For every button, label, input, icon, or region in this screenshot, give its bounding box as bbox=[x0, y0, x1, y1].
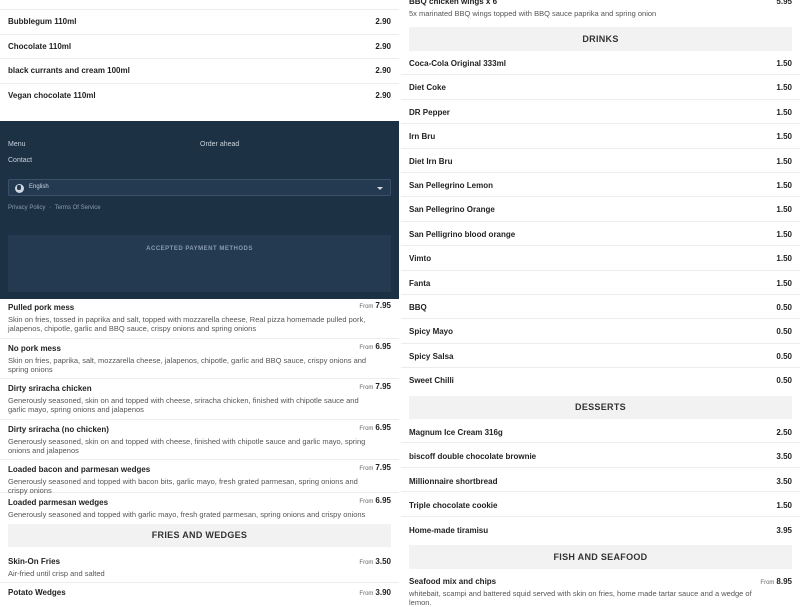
menu-item[interactable] bbox=[401, 295, 800, 319]
item-name: Potato Wedges bbox=[8, 588, 66, 597]
item-name: Irn Bru bbox=[409, 132, 436, 142]
item-name: San Pellegrino Orange bbox=[409, 205, 495, 215]
menu-item[interactable] bbox=[0, 583, 399, 603]
section-header-drinks: DRINKS bbox=[409, 27, 792, 51]
from-label: From bbox=[760, 580, 775, 586]
price-value: 6.95 bbox=[375, 422, 391, 432]
item-price: 1.50 bbox=[776, 205, 792, 215]
legal-separator: · bbox=[49, 205, 52, 211]
menu-item[interactable] bbox=[401, 517, 800, 541]
item-price bbox=[359, 463, 391, 472]
menu-item[interactable] bbox=[401, 100, 800, 124]
menu-item[interactable] bbox=[401, 246, 800, 270]
item-price bbox=[359, 382, 391, 391]
item-description: Generously seasoned, skin on and topped with cheese, finished with chipotle sauce and garlic mayo, spring onions and jalapenos bbox=[8, 436, 366, 455]
price-value: 7.95 bbox=[375, 463, 391, 472]
menu-item[interactable] bbox=[401, 51, 800, 75]
item-price: 2.90 bbox=[375, 90, 391, 100]
item-price: 0.50 bbox=[776, 351, 792, 361]
item-name: Diet Irn Bru bbox=[409, 156, 453, 166]
item-price: 2.50 bbox=[776, 428, 792, 437]
price-value: 7.95 bbox=[375, 382, 391, 391]
item-price bbox=[359, 588, 391, 597]
price-value: 3.90 bbox=[375, 588, 391, 597]
drinks-list bbox=[401, 51, 800, 392]
menu-item[interactable] bbox=[401, 368, 800, 392]
item-price: 5.95 bbox=[776, 0, 792, 6]
menu-item[interactable] bbox=[401, 271, 800, 295]
item-name: BBQ bbox=[409, 302, 427, 312]
from-label: From bbox=[359, 344, 374, 351]
item-price bbox=[359, 557, 391, 566]
menu-item[interactable] bbox=[401, 173, 800, 197]
item-price: 1.50 bbox=[776, 83, 792, 93]
item-name: Vimto bbox=[409, 254, 432, 264]
terms-link[interactable]: Terms Of Service bbox=[54, 205, 101, 211]
menu-item[interactable] bbox=[0, 339, 399, 380]
item-name: Bubblegum 110ml bbox=[8, 17, 77, 26]
desserts-list bbox=[401, 419, 800, 541]
item-description: 5x marinated BBQ wings topped with BBQ sauce paprika and spring onion bbox=[409, 9, 657, 18]
right-panel bbox=[401, 0, 800, 607]
item-price: 3.50 bbox=[776, 452, 792, 462]
item-price: 1.50 bbox=[776, 254, 792, 264]
legal-links bbox=[8, 205, 101, 211]
menu-item[interactable] bbox=[0, 493, 399, 521]
item-price: 1.50 bbox=[776, 180, 792, 190]
item-description: Generously seasoned and topped with bacon bits, garlic mayo, fresh grated parmesan, spring onions and crispy onions bbox=[8, 477, 358, 495]
item-name: Sweet Chilli bbox=[409, 376, 454, 386]
item-name: Loaded parmesan wedges bbox=[8, 497, 109, 507]
item-price bbox=[760, 577, 792, 586]
item-price: 3.95 bbox=[776, 525, 792, 535]
item-price: 0.50 bbox=[776, 327, 792, 337]
price-value: 6.95 bbox=[375, 495, 391, 505]
menu-item[interactable] bbox=[0, 35, 399, 60]
menu-item[interactable] bbox=[0, 379, 399, 420]
footer-link-menu[interactable]: Menu bbox=[8, 141, 26, 148]
item-description: whitebait, scampi and battered squid served with skin on fries, home made tartar sauce and a wedge of lemon. bbox=[409, 589, 752, 607]
payment-methods-box bbox=[8, 235, 391, 292]
item-price: 0.50 bbox=[776, 302, 792, 312]
item-price: 1.50 bbox=[776, 132, 792, 142]
top-items-list bbox=[0, 9, 399, 108]
menu-item[interactable] bbox=[401, 419, 800, 443]
from-label: From bbox=[359, 466, 374, 472]
menu-item[interactable] bbox=[0, 10, 399, 35]
section-header-seafood: FISH AND SEAFOOD bbox=[409, 545, 792, 569]
item-price bbox=[359, 301, 391, 310]
item-name: No pork mess bbox=[8, 343, 61, 353]
item-price: 3.50 bbox=[776, 476, 792, 486]
item-name: Diet Coke bbox=[409, 83, 446, 93]
item-name: DR Pepper bbox=[409, 107, 450, 117]
menu-item[interactable] bbox=[0, 460, 399, 493]
menu-item[interactable] bbox=[401, 443, 800, 467]
item-name: BBQ chicken wings x 6 bbox=[409, 0, 498, 6]
item-name: San Pelligrino blood orange bbox=[409, 229, 516, 239]
item-price: 1.50 bbox=[776, 59, 792, 68]
price-value: 3.50 bbox=[375, 557, 391, 566]
menu-item[interactable] bbox=[401, 149, 800, 173]
section-header-desserts: DESSERTS bbox=[409, 396, 792, 419]
globe-icon bbox=[15, 184, 24, 193]
item-price: 1.50 bbox=[776, 107, 792, 117]
privacy-policy-link[interactable]: Privacy Policy bbox=[8, 205, 46, 211]
menu-item[interactable] bbox=[0, 420, 399, 461]
item-name: black currants and cream 100ml bbox=[8, 66, 130, 75]
item-description: Air-fried until crisp and salted bbox=[8, 569, 105, 578]
item-price: 1.50 bbox=[776, 278, 792, 288]
item-name: Loaded bacon and parmesan wedges bbox=[8, 465, 151, 474]
menu-item[interactable] bbox=[401, 344, 800, 368]
menu-item[interactable] bbox=[401, 124, 800, 148]
caret-down-icon bbox=[377, 187, 383, 190]
menu-item[interactable] bbox=[401, 468, 800, 492]
item-name: Pulled pork mess bbox=[8, 303, 75, 312]
item-name: Fanta bbox=[409, 278, 431, 288]
from-label: From bbox=[359, 591, 374, 597]
item-price: 2.90 bbox=[375, 66, 391, 75]
item-description: Skin on fries, paprika, salt, mozzarella cheese, jalapenos, chipotle, garlic and BBQ sauce, crispy onions and spring onions bbox=[8, 355, 367, 374]
item-price bbox=[359, 423, 391, 432]
item-price bbox=[359, 496, 391, 505]
item-name: Coca-Cola Original 333ml bbox=[409, 59, 506, 68]
price-value: 6.95 bbox=[375, 341, 391, 351]
from-label: From bbox=[359, 498, 374, 505]
from-label: From bbox=[359, 385, 374, 391]
item-description: Generously seasoned, skin on and topped with cheese, sriracha chicken, finished with chipotle sauce and garlic mayo, spring onions and jalapenos bbox=[8, 396, 359, 414]
menu-item[interactable] bbox=[401, 492, 800, 516]
item-name: Skin-On Fries bbox=[8, 557, 61, 566]
menu-item[interactable] bbox=[0, 298, 399, 339]
menu-item[interactable] bbox=[401, 0, 800, 22]
item-name: Dirty sriracha (no chicken) bbox=[8, 424, 109, 434]
item-price: 1.50 bbox=[776, 156, 792, 166]
from-label: From bbox=[359, 560, 374, 566]
price-value: 8.95 bbox=[776, 577, 792, 586]
item-name: biscoff double chocolate brownie bbox=[409, 452, 537, 462]
item-price bbox=[359, 342, 391, 351]
seafood-list bbox=[401, 572, 800, 607]
menu-item[interactable] bbox=[0, 59, 399, 84]
item-name: Spicy Salsa bbox=[409, 351, 454, 361]
menu-item[interactable] bbox=[401, 319, 800, 343]
item-price: 1.50 bbox=[776, 229, 792, 239]
menu-item[interactable] bbox=[0, 552, 399, 583]
fries-items-list bbox=[0, 552, 399, 603]
item-name: Millionnaire shortbread bbox=[409, 476, 498, 486]
from-label: From bbox=[359, 425, 374, 432]
item-name: Spicy Mayo bbox=[409, 327, 454, 337]
menu-item[interactable] bbox=[401, 197, 800, 221]
footer-link-order-ahead[interactable]: Order ahead bbox=[200, 141, 240, 148]
item-name: Magnum Ice Cream 316g bbox=[409, 428, 503, 437]
item-name: Chocolate 110ml bbox=[8, 41, 72, 51]
menu-item[interactable] bbox=[0, 84, 399, 109]
language-select[interactable] bbox=[8, 179, 391, 196]
footer-link-contact[interactable]: Contact bbox=[8, 157, 33, 164]
section-header-fries: FRIES AND WEDGES bbox=[8, 524, 391, 547]
menu-item[interactable] bbox=[401, 222, 800, 246]
left-panel bbox=[0, 0, 399, 600]
item-description: Skin on fries, tossed in paprika and salt, topped with mozzarella cheese, Real pizza homemade pulled pork, jalapenos, chipotle, garlic and BBQ sauce, crispy onions and spring onions bbox=[8, 315, 366, 333]
item-name: Dirty sriracha chicken bbox=[8, 384, 92, 393]
item-price: 2.90 bbox=[375, 17, 391, 26]
item-price: 1.50 bbox=[776, 501, 792, 511]
price-value: 7.95 bbox=[375, 301, 391, 310]
item-name: Seafood mix and chips bbox=[409, 577, 497, 586]
menu-item[interactable] bbox=[401, 75, 800, 99]
item-price: 2.90 bbox=[375, 41, 391, 51]
payment-methods-title: ACCEPTED PAYMENT METHODS bbox=[146, 246, 253, 252]
menu-item[interactable] bbox=[401, 572, 800, 607]
item-name: Vegan chocolate 110ml bbox=[8, 90, 96, 100]
item-description: Generously seasoned and topped with garlic mayo, fresh grated parmesan, spring onions and crispy onions bbox=[8, 509, 366, 519]
item-name: San Pellegrino Lemon bbox=[409, 180, 494, 190]
loaded-items-list bbox=[0, 298, 399, 520]
language-value: English bbox=[29, 184, 49, 190]
item-name: Triple chocolate cookie bbox=[409, 501, 498, 511]
item-name: Home-made tiramisu bbox=[409, 525, 489, 535]
from-label: From bbox=[359, 304, 374, 310]
item-price: 0.50 bbox=[776, 376, 792, 386]
